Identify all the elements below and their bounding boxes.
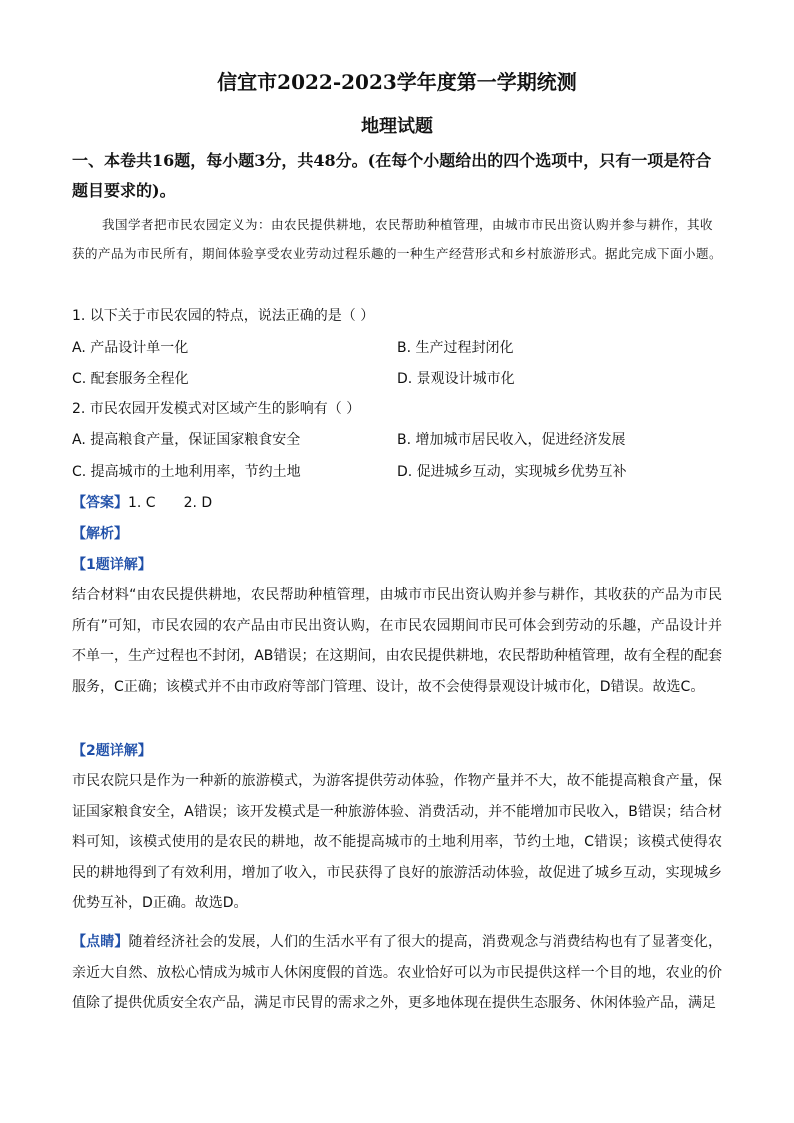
question-1-stem: 1. 以下关于市民农园的特点，说法正确的是（ ） [72,308,375,324]
question-1-option-a: A. 产品设计单一化 [72,340,189,356]
answer-2: 2. D [183,495,213,511]
question-2-stem: 2. 市民农园开发模式对区域产生的影响有（ ） [72,401,361,417]
tip-label: 【点睛】 [72,934,129,950]
question-1-option-c: C. 配套服务全程化 [72,371,189,387]
detail-1-label: 【1题详解】 [72,557,152,573]
question-1-option-d: D. 景观设计城市化 [397,371,515,387]
document-title: 信宜市2022-2023学年度第一学期统测 [217,70,577,94]
question-1-option-b: B. 生产过程封闭化 [397,340,514,356]
analysis-label: 【解析】 [72,526,128,542]
answer-label: 【答案】 [72,495,128,511]
question-2-option-a: A. 提高粮食产量，保证国家粮食安全 [72,432,301,448]
question-2-option-b: B. 增加城市居民收入，促进经济发展 [397,432,626,448]
document-subtitle: 地理试题 [361,116,433,137]
answer-1: 1. C [128,495,156,511]
section-heading: 一、本卷共16题，每小题3分，共48分。(在每个小题给出的四个选项中，只有一项是符合题目要求的)。 [72,151,712,200]
tip-paragraph [72,927,722,1019]
question-2-option-c: C. 提高城市的土地利用率，节约土地 [72,464,301,480]
answer-line [72,493,212,513]
detail-2-text: 市民农院只是作为一种新的旅游模式，为游客提供劳动体验，作物产量并不大，故不能提高粮食产量，保证国家粮食安全，A错误；该开发模式是一种旅游体验、消费活动，并不能增加市民收入，B错误；结合材料可知，该模式使用的是农民的耕地，故不能提高城市的土地利用率，节约土地，C错误；该模式使得农民的耕地得到了有效利用，增加了收入，市民获得了良好的旅游活动体验，故促进了城乡互动，实现城乡优势互补，D正确。故选D。 [72,773,722,911]
question-2-option-d: D. 促进城乡互动，实现城乡优势互补 [397,464,627,480]
reading-material: 我国学者把市民农园定义为：由农民提供耕地，农民帮助种植管理，由城市市民出资认购并参与耕作，其收获的产品为市民所有，期间体验享受农业劳动过程乐趣的一种生产经营形式和乡村旅游形式。据此完成下面小题。 [72,217,723,261]
tip-text: 随着经济社会的发展，人们的生活水平有了很大的提高，消费观念与消费结构也有了显著变化，亲近大自然、放松心情成为城市人休闲度假的首选。农业恰好可以为市民提供这样一个目的地，农业的价值除了提供优质安全农产品，满足市民胃的需求之外，更多地体现在提供生态服务、休闲体验产品，满足 [72,934,723,1011]
detail-2-label: 【2题详解】 [72,743,152,759]
detail-1-text: 结合材料“由农民提供耕地，农民帮助种植管理，由城市市民出资认购并参与耕作，其收获的产品为市民所有”可知，市民农园的农产品由市民出资认购，在市民农园期间市民可体会到劳动的乐趣，产品设计并不单一，生产过程也不封闭，AB错误；在这期间，由农民提供耕地，农民帮助种植管理，故有全程的配套服务，C正确；该模式并不由市政府等部门管理、设计，故不会使得景观设计城市化，D错误。故选C。 [72,587,722,695]
